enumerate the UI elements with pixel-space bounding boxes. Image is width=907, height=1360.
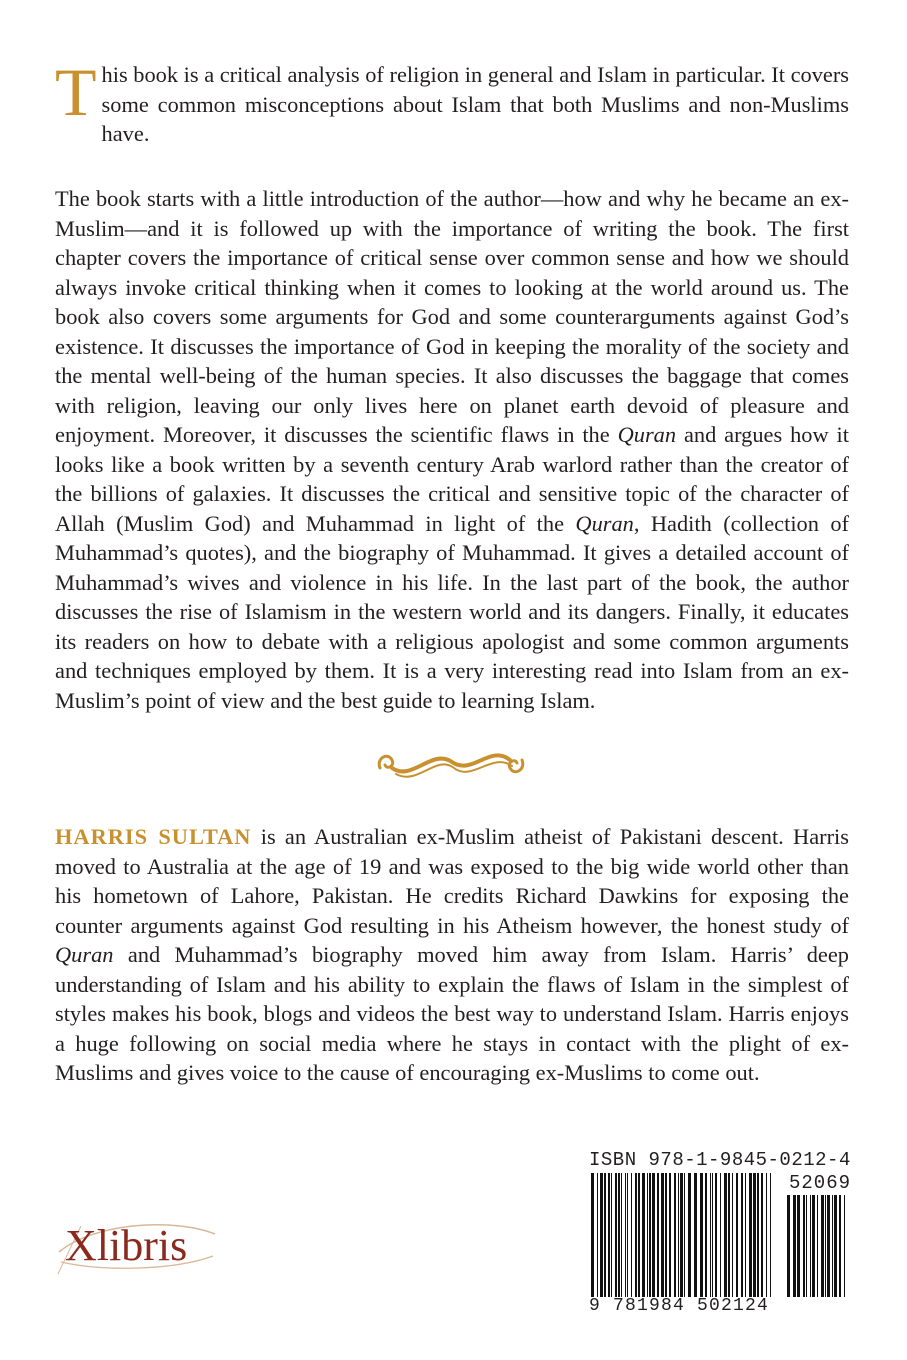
barcode-bar xyxy=(825,1195,826,1297)
barcode-bar xyxy=(665,1173,667,1297)
barcode-bar xyxy=(766,1173,767,1297)
barcode-bar xyxy=(678,1173,679,1297)
barcode-bar xyxy=(741,1173,743,1297)
barcode-bar xyxy=(591,1173,594,1297)
barcode-bar xyxy=(638,1173,640,1297)
barcode-bar xyxy=(732,1173,733,1297)
summary-paragraph xyxy=(55,184,849,715)
barcode-bar xyxy=(834,1195,837,1297)
barcode-bar xyxy=(642,1173,645,1297)
author-name: HARRIS SULTAN xyxy=(55,824,252,849)
barcode-bar xyxy=(657,1173,659,1297)
barcode-bar xyxy=(615,1173,617,1297)
barcode-bar xyxy=(700,1173,703,1297)
ean-digits: 9 781984 502124 xyxy=(589,1296,770,1316)
quran-italic: Quran xyxy=(617,422,677,447)
barcode-bar xyxy=(611,1173,612,1297)
barcode-bar xyxy=(797,1195,800,1297)
barcode-bar xyxy=(631,1173,632,1297)
barcode-bar xyxy=(749,1173,752,1297)
barcode-bar xyxy=(803,1195,805,1297)
barcode-bar xyxy=(684,1173,685,1297)
isbn-label: ISBN 978-1-9845-0212-4 xyxy=(589,1149,851,1171)
barcode-bar xyxy=(720,1173,721,1297)
barcode-bar xyxy=(652,1173,655,1297)
barcode-bar xyxy=(745,1173,746,1297)
summary-text-2: and argues how it looks like a book written by a seventh century Arab warlord rather than the creator of the billions of galaxies. It discusses the critical and sensitive topic of the character of Allah (Muslim God) and Muhammad in light of the xyxy=(55,422,849,536)
barcode-bar xyxy=(618,1173,620,1297)
bio-text-1: is an Australian ex-Muslim atheist of Pakistani descent. Harris moved to Australia at the age of 19 and was exposed to the big wide world other than his hometown of Lahore, Pakistan. He credits Richard Dawkins for exposing the counter arguments against God resulting in his Atheism however, the honest study of xyxy=(55,824,849,938)
barcode-bar xyxy=(793,1195,796,1297)
addon-bars xyxy=(785,1195,849,1297)
barcode-bar xyxy=(647,1173,648,1297)
barcode-bar xyxy=(821,1195,824,1297)
barcode-bar xyxy=(705,1173,707,1297)
ean-bars xyxy=(589,1173,775,1297)
flourish-ornament xyxy=(372,738,530,790)
barcode-bar xyxy=(827,1195,830,1297)
barcode-bar xyxy=(736,1173,738,1297)
barcode-bar xyxy=(757,1173,759,1297)
barcode-bar xyxy=(806,1195,807,1297)
barcode-bar xyxy=(724,1173,727,1297)
barcode-bar xyxy=(621,1173,622,1297)
barcode-bar xyxy=(787,1195,790,1297)
barcode-bar xyxy=(712,1173,713,1297)
barcode-bar xyxy=(674,1173,676,1297)
barcode-bar xyxy=(625,1173,626,1297)
barcode-bar xyxy=(669,1173,671,1297)
barcode-bar xyxy=(810,1195,811,1297)
barcode-bar xyxy=(627,1173,628,1297)
barcode-bar xyxy=(680,1173,683,1297)
barcode-bar xyxy=(635,1173,637,1297)
barcode-bar xyxy=(844,1195,845,1297)
barcode-bar xyxy=(688,1173,691,1297)
isbn-barcode xyxy=(589,1149,851,1325)
barcode-bar xyxy=(817,1195,818,1297)
publisher-logo xyxy=(55,1212,220,1276)
intro-text: his book is a critical analysis of religion in general and Islam in particular. It covers some common misconceptions about Islam that both Muslims and non-Muslims have. xyxy=(101,62,849,146)
barcode-bar xyxy=(761,1173,763,1297)
price-code: 52069 xyxy=(789,1172,852,1194)
intro-paragraph xyxy=(55,54,849,149)
barcode-bar xyxy=(715,1173,717,1297)
barcode-bar xyxy=(600,1173,603,1297)
drop-cap: T xyxy=(55,54,97,130)
barcode-bar xyxy=(839,1195,841,1297)
quran-italic: Quran xyxy=(575,510,634,536)
barcode-bar xyxy=(604,1173,606,1297)
quran-italic: Quran xyxy=(55,942,114,967)
publisher-name: Xlibris xyxy=(65,1221,188,1270)
bio-text-2: and Muhammad’s biography moved him away from Islam. Harris’ deep understanding of Islam and his ability to explain the flaws of Islam in the simplest of styles makes his book, blogs and videos the best way to understand Islam. Harris enjoys a huge following on social media where he stays in contact with the plight of ex-Muslims and gives voice to the cause of encouraging ex-Muslims to come out. xyxy=(55,942,849,1085)
barcode-bar xyxy=(710,1173,711,1297)
barcode-bar xyxy=(649,1173,651,1297)
barcode-bar xyxy=(694,1173,697,1297)
barcode-bar xyxy=(728,1173,730,1297)
barcode-bar xyxy=(770,1173,771,1297)
summary-text-3: , Hadith (collection of Muhammad’s quotes), and the biography of Muhammad. It gives a detailed account of Muhammad’s wives and violence in his life. In the last part of the book, the author discusses the rise of Islamism in the western world and its dangers. Finally, it educates its readers on how to debate with a religious apologist and some common arguments and techniques employed by them. It is a very interesting read into Islam from an ex-Muslim’s point of view and the best guide to learning Islam. xyxy=(55,510,849,713)
barcode-bar xyxy=(753,1173,756,1297)
barcode-bar xyxy=(832,1195,833,1297)
author-bio-paragraph xyxy=(55,822,849,1088)
barcode-bar xyxy=(812,1195,815,1297)
summary-text-1: The book starts with a little introduction of the author—how and why he became an ex-Muslim—and it is followed up with the importance of writing the book. The first chapter covers the importance of critical sense over common sense and how we should always invoke critical thinking when it comes to looking at the world around us. The book also covers some arguments for God and some counterarguments against God’s existence. It discusses the importance of God in keeping the morality of the society and the mental well-being of the human species. It also discusses the baggage that comes with religion, leaving our only lives here on planet earth devoid of pleasure and enjoyment. Moreover, it discusses the scientific flaws in the xyxy=(55,186,849,447)
barcode-bar xyxy=(608,1173,610,1297)
barcode-bar xyxy=(661,1173,664,1297)
barcode-bar xyxy=(597,1173,598,1297)
